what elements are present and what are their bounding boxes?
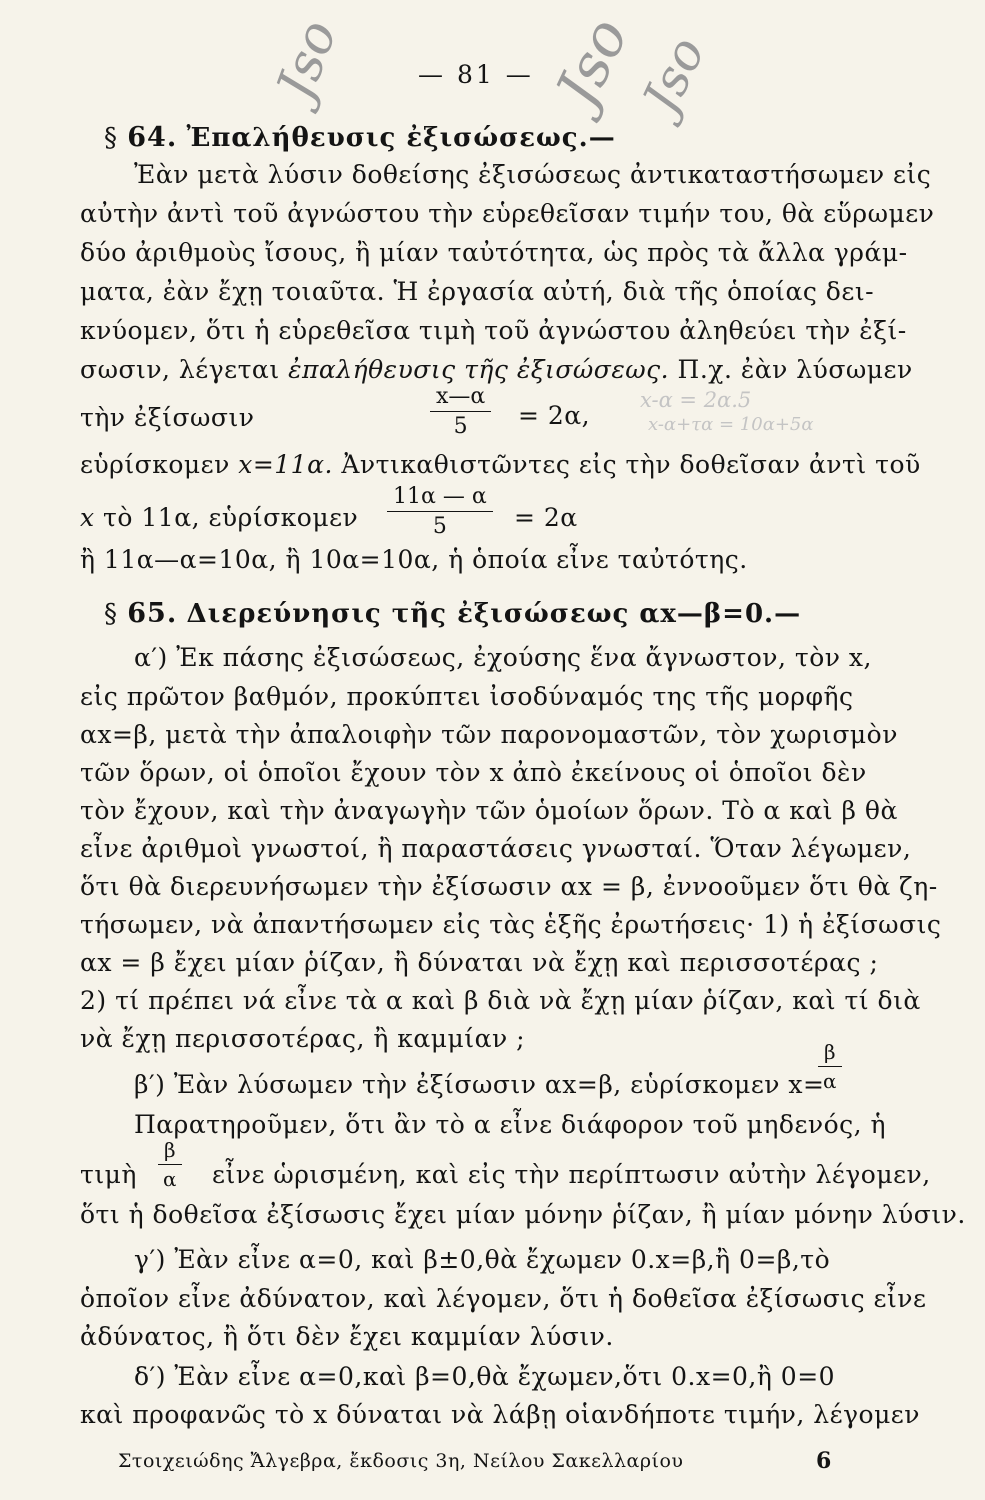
paragraph-line: Ἐὰν μετὰ λύσιν δοθείσης ἐξισώσεως ἀντικαταστήσωμεν εἰς <box>134 160 932 189</box>
paragraph-line: τήσωμεν, νὰ ἀπαντήσωμεν εἰς τὰς ἑξῆς ἐρωτήσεις· 1) ἡ ἐξίσωσις <box>80 910 942 939</box>
section-65-heading <box>104 598 801 629</box>
fraction-numerator: β <box>158 1138 182 1165</box>
equation-1-fraction <box>430 384 491 439</box>
section-title: Ἐπαλήθευσις ἐξισώσεως.— <box>186 123 616 153</box>
margin-note: x-α+τα = 10α+5α <box>648 414 814 435</box>
fraction-numerator: β <box>818 1040 842 1067</box>
solution-fraction <box>818 1040 842 1093</box>
paragraph-line: ἀδύνατος, ἢ ὅτι δὲν ἔχει καμμίαν λύσιν. <box>80 1322 614 1351</box>
section-symbol: § <box>104 599 118 629</box>
equation-2-rhs: = 2α <box>514 503 578 532</box>
margin-note: x-α = 2α.5 <box>640 388 752 412</box>
equation-2-fraction <box>387 484 493 539</box>
fraction-numerator: x—α <box>430 384 491 412</box>
paragraph-line: δ′) Ἐὰν εἶνε α=0,καὶ β=0,θὰ ἔχωμεν,ὅτι 0.x=0,ἢ 0=0 <box>134 1362 836 1391</box>
fraction-denominator: 5 <box>432 514 447 539</box>
paragraph-line: αx=β, μετὰ τὴν ἀπαλοιφὴν τῶν παρονομαστῶν, τὸν χωρισμὸν <box>80 720 898 749</box>
page-number: — 81 — <box>418 60 534 89</box>
paragraph-line: εὑρίσκομεν x=11α. Ἀντικαθιστῶντες εἰς τὴν δοθεῖσαν ἀντὶ τοῦ <box>80 450 921 479</box>
section-64-heading <box>104 122 616 153</box>
paragraph-line: εἶνε ὡρισμένη, καὶ εἰς τὴν περίπτωσιν αὐτὴν λέγομεν, <box>212 1160 931 1189</box>
section-title: Διερεύνησις τῆς ἐξισώσεως αx—β=0.— <box>186 599 802 629</box>
paragraph-line: ὅτι θὰ διερευνήσωμεν τὴν ἐξίσωσιν αx = β, ἐννοοῦμεν ὅτι θὰ ζη- <box>80 872 938 901</box>
paragraph-line: τῶν ὅρων, οἱ ὁποῖοι ἔχουν τὸν x ἀπὸ ἐκείνους οἱ ὁποῖοι δὲν <box>80 758 867 787</box>
paragraph-line: ὁποῖον εἶνε ἀδύνατον, καὶ λέγομεν, ὅτι ἡ δοθεῖσα ἐξίσωσις εἶνε <box>80 1284 927 1313</box>
fraction-denominator: α <box>163 1167 177 1191</box>
pencil-mark-right: Jso <box>631 28 717 122</box>
paragraph-line: αx = β ἔχει μίαν ῥίζαν, ἢ δύναται νὰ ἔχῃ καὶ περισσοτέρας ; <box>80 948 879 977</box>
fraction-numerator: 11α — α <box>387 484 493 512</box>
paragraph-line: γ′) Ἐὰν εἶνε α=0, καὶ β±0,θὰ ἔχωμεν 0.x=β,ἢ 0=β,τὸ <box>134 1245 831 1274</box>
fraction-denominator: 5 <box>453 414 468 439</box>
paragraph-line: ὅτι ἡ δοθεῖσα ἐξίσωσις ἔχει μίαν μόνην ῥίζαν, ἢ μίαν μόνην λύσιν. <box>80 1200 966 1229</box>
paragraph-line: τὸν ἔχουν, καὶ τὴν ἀναγωγὴν τῶν ὁμοίων ὅρων. Τὸ α καὶ β θὰ <box>80 796 898 825</box>
fraction-denominator: α <box>823 1069 837 1093</box>
paragraph-line: Παρατηροῦμεν, ὅτι ἂν τὸ α εἶνε διάφορον τοῦ μηδενός, ἡ <box>134 1110 887 1139</box>
paragraph-line: 2) τί πρέπει νά εἶνε τὰ α καὶ β διὰ νὰ ἔχῃ μίαν ῥίζαν, καὶ τί διὰ <box>80 986 921 1015</box>
equation-1-rhs: = 2α, <box>518 401 591 430</box>
value-fraction <box>158 1138 182 1191</box>
paragraph-line: ἢ 11α—α=10α, ἢ 10α=10α, ἡ ὁποία εἶνε ταὐτότης. <box>80 545 748 574</box>
section-symbol: § <box>104 123 118 153</box>
paragraph-line: α′) Ἐκ πάσης ἐξισώσεως, ἐχούσης ἕνα ἄγνωστον, τὸν x, <box>134 643 872 672</box>
paragraph-line: σωσιν, λέγεται ἐπαλήθευσις τῆς ἐξισώσεως. Π.χ. ἐὰν λύσωμεν <box>80 355 913 384</box>
paragraph-line: τιμὴ <box>80 1160 137 1189</box>
paragraph-line: εἶνε ἀριθμοὶ γνωστοί, ἢ παραστάσεις γνωσταί. Ὅταν λέγωμεν, <box>80 834 912 863</box>
paragraph-line: ματα, ἐὰν ἔχῃ τοιαῦτα. Ἡ ἐργασία αὐτή, διὰ τῆς ὁποίας δει- <box>80 277 875 306</box>
math-variable: x <box>80 503 95 532</box>
term-verification: ἐπαλήθευσις τῆς ἐξισώσεως. <box>288 355 670 384</box>
section-number: 65. <box>127 598 178 629</box>
paragraph-line: β′) Ἐὰν λύσωμεν τὴν ἐξίσωσιν αx=β, εὑρίσκομεν x= <box>134 1070 825 1099</box>
pencil-mark-center: Jso <box>542 7 642 117</box>
section-number: 64. <box>127 122 178 153</box>
paragraph-line: x τὸ 11α, εὑρίσκομεν <box>80 503 359 532</box>
paragraph-line: δύο ἀριθμοὺς ἴσους, ἢ μίαν ταὐτότητα, ὡς πρὸς τὰ ἄλλα γράμ- <box>80 238 908 267</box>
paragraph-line: κνύομεν, ὅτι ἡ εὑρεθεῖσα τιμὴ τοῦ ἀγνώστου ἀληθεύει τὴν ἐξί- <box>80 316 907 345</box>
equation-label: τὴν ἐξίσωσιν <box>80 403 255 432</box>
paragraph-line: νὰ ἔχῃ περισσοτέρας, ἢ καμμίαν ; <box>80 1024 526 1053</box>
paragraph-line: εἰς πρῶτον βαθμόν, προκύπτει ἰσοδύναμός της τῆς μορφῆς <box>80 682 854 711</box>
pencil-mark-left: Jso <box>265 12 350 108</box>
math-expression: x=11α. <box>238 450 333 479</box>
signature-mark: 6 <box>816 1448 832 1474</box>
footer-book-title: Στοιχειώδης Ἄλγεβρα, ἔκδοσις 3η, Νείλου Σακελλαρίου <box>118 1450 684 1472</box>
paragraph-line: καὶ προφανῶς τὸ x δύναται νὰ λάβῃ οἱανδήποτε τιμήν, λέγομεν <box>80 1400 920 1429</box>
paragraph-line: αὐτὴν ἀντὶ τοῦ ἀγνώστου τὴν εὑρεθεῖσαν τιμήν του, θὰ εὕρωμεν <box>80 199 935 228</box>
